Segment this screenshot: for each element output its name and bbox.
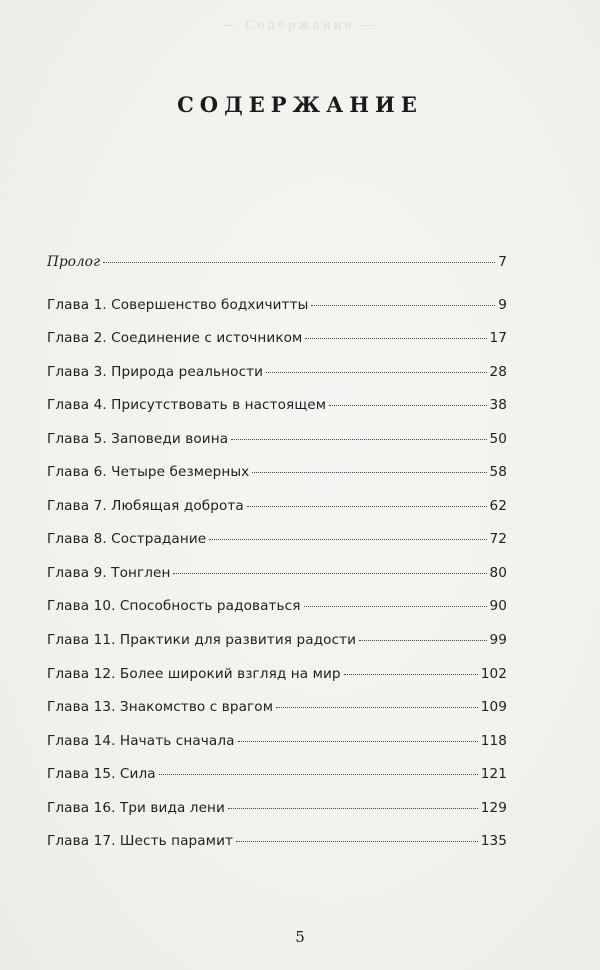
toc-entry-label: Глава 8. Сострадание	[47, 531, 207, 548]
dot-leader	[173, 573, 486, 574]
dot-leader	[266, 372, 486, 373]
toc-entry-label: Пролог	[47, 254, 101, 270]
dot-leader	[359, 640, 486, 641]
toc-entry-chapter-17	[47, 833, 507, 867]
toc-entry-chapter-6	[47, 464, 507, 498]
toc-entry-chapter-5	[47, 431, 507, 465]
toc-entry-page: 38	[489, 397, 507, 414]
dot-leader	[305, 338, 486, 339]
toc-entry-prolog	[47, 254, 507, 288]
toc-entry-chapter-11	[47, 632, 507, 666]
dot-leader	[228, 808, 478, 809]
toc-entry-label: Глава 6. Четыре безмерных	[47, 464, 250, 481]
toc-entry-chapter-15	[47, 766, 507, 800]
page-title: СОДЕРЖАНИЕ	[177, 92, 423, 117]
toc-entry-page: 129	[480, 799, 507, 816]
toc-entry-label: Глава 7. Любящая доброта	[47, 497, 244, 514]
dot-leader	[238, 741, 478, 742]
toc-entry-label: Глава 13. Знакомство с врагом	[47, 699, 274, 716]
toc-entry-chapter-12	[47, 666, 507, 700]
toc-entry-label: Глава 12. Более широкий взгляд на мир	[47, 665, 341, 682]
toc-entry-page: 9	[498, 296, 507, 313]
toc-entry-label: Глава 14. Начать сначала	[47, 732, 235, 749]
dot-leader	[247, 506, 487, 507]
dot-leader	[276, 707, 478, 708]
toc-entry-label: Глава 11. Практики для развития радости	[47, 632, 357, 649]
toc-entry-page: 121	[480, 766, 507, 783]
table-of-contents	[47, 254, 507, 867]
page-number: 5	[295, 928, 305, 946]
running-head: — Содержание —	[223, 18, 377, 32]
toc-entry-label: Глава 4. Присутствовать в настоящем	[47, 397, 327, 414]
toc-entry-chapter-4	[47, 397, 507, 431]
dot-leader	[209, 539, 486, 540]
dot-leader	[311, 305, 495, 306]
toc-entry-chapter-2	[47, 330, 507, 364]
dot-leader	[329, 405, 486, 406]
toc-entry-page: 99	[489, 632, 507, 649]
toc-entry-page: 50	[489, 430, 507, 447]
dot-leader	[304, 606, 487, 607]
toc-entry-page: 7	[498, 254, 507, 270]
toc-entry-chapter-10	[47, 598, 507, 632]
toc-entry-chapter-1	[47, 297, 507, 331]
toc-entry-page: 28	[489, 363, 507, 380]
toc-entry-label: Глава 17. Шесть парамит	[47, 833, 234, 850]
dot-leader	[236, 841, 478, 842]
toc-entry-chapter-8	[47, 531, 507, 565]
toc-entry-page: 102	[480, 665, 507, 682]
toc-entry-label: Глава 3. Природа реальности	[47, 363, 264, 380]
toc-entry-page: 62	[489, 497, 507, 514]
dot-leader	[344, 674, 478, 675]
dot-leader	[252, 472, 486, 473]
dot-leader	[231, 439, 486, 440]
toc-entry-label: Глава 5. Заповеди воина	[47, 430, 229, 447]
toc-entry-chapter-7	[47, 498, 507, 532]
toc-entry-page: 80	[489, 564, 507, 581]
toc-entry-label: Глава 15. Сила	[47, 766, 156, 783]
toc-entry-label: Глава 1. Совершенство бодхичитты	[47, 296, 309, 313]
toc-entry-chapter-13	[47, 699, 507, 733]
dot-leader	[103, 262, 495, 263]
dot-leader	[159, 774, 478, 775]
toc-entry-page: 17	[489, 330, 507, 347]
toc-entry-page: 135	[480, 833, 507, 850]
toc-entry-label: Глава 16. Три вида лени	[47, 799, 225, 816]
toc-entry-chapter-14	[47, 733, 507, 767]
toc-entry-page: 109	[480, 699, 507, 716]
toc-entry-page: 118	[480, 732, 507, 749]
toc-entry-page: 58	[489, 464, 507, 481]
toc-entry-page: 90	[489, 598, 507, 615]
toc-entry-page: 72	[489, 531, 507, 548]
toc-entry-chapter-3	[47, 364, 507, 398]
toc-entry-chapter-16	[47, 800, 507, 834]
toc-entry-label: Глава 9. Тонглен	[47, 564, 171, 581]
toc-entry-chapter-9	[47, 565, 507, 599]
toc-entry-label: Глава 10. Способность радоваться	[47, 598, 301, 615]
toc-entry-label: Глава 2. Соединение с источником	[47, 330, 303, 347]
